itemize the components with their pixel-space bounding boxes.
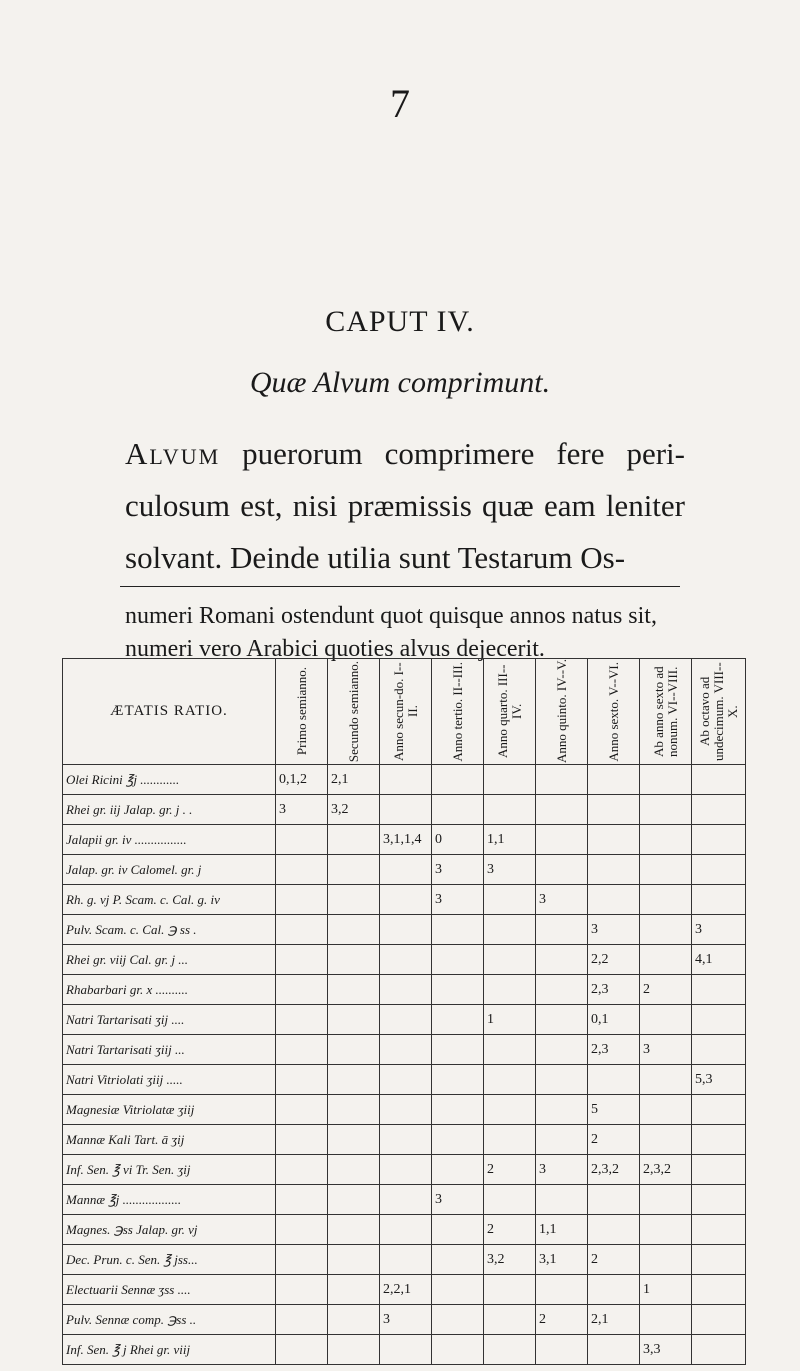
evacuation-count-cell [640,1065,692,1095]
prescription-cell: Rhei gr. iij Jalap. gr. j . . [63,795,276,825]
prescription-cell: Dec. Prun. c. Sen. ℥ jss... [63,1245,276,1275]
table-header-row [63,659,746,765]
evacuation-count-cell [536,825,588,855]
evacuation-count-cell: 2 [640,975,692,1005]
evacuation-count-cell [328,855,380,885]
column-header [484,659,536,765]
column-header-label: Ab anno sexto ad nonum. VI--VIII. [650,666,680,757]
evacuation-count-cell: 1,1 [484,825,536,855]
table-row [63,1215,746,1245]
evacuation-count-cell [692,1185,746,1215]
evacuation-count-cell [640,1125,692,1155]
evacuation-count-cell [276,1305,328,1335]
evacuation-count-cell [432,975,484,1005]
evacuation-count-cell [328,885,380,915]
evacuation-count-cell [588,825,640,855]
table-row [63,1305,746,1335]
column-header [692,659,746,765]
evacuation-count-cell [484,1065,536,1095]
prescription-cell: Electuarii Sennæ ʒss .... [63,1275,276,1305]
evacuation-count-cell [692,1155,746,1185]
evacuation-count-cell [640,1215,692,1245]
evacuation-count-cell [536,1335,588,1365]
evacuation-count-cell [536,1005,588,1035]
evacuation-count-cell [640,1185,692,1215]
column-header [380,659,432,765]
evacuation-count-cell [276,855,328,885]
evacuation-count-cell [432,765,484,795]
evacuation-count-cell [276,1335,328,1365]
evacuation-count-cell [484,1185,536,1215]
evacuation-count-cell [328,825,380,855]
evacuation-count-cell [380,1185,432,1215]
column-header-label: Secundo semianno. [345,660,361,763]
evacuation-count-cell: 2,1 [328,765,380,795]
evacuation-count-cell [484,1275,536,1305]
evacuation-count-cell: 1,1 [536,1215,588,1245]
evacuation-count-cell [640,945,692,975]
evacuation-count-cell [692,1335,746,1365]
evacuation-count-cell [276,1155,328,1185]
evacuation-count-cell [640,1305,692,1335]
table-row [63,915,746,945]
evacuation-count-cell: 2,3 [588,1035,640,1065]
evacuation-count-cell: 3 [380,1305,432,1335]
table-header-label: ÆTATIS RATIO. [63,659,276,765]
column-header [328,659,380,765]
table-row [63,1155,746,1185]
table-row [63,1035,746,1065]
evacuation-count-cell [588,1215,640,1245]
table-row [63,1005,746,1035]
evacuation-count-cell [328,1275,380,1305]
evacuation-count-cell: 4,1 [692,945,746,975]
evacuation-count-cell: 2,1 [588,1305,640,1335]
evacuation-count-cell [380,975,432,1005]
evacuation-count-cell [380,1245,432,1275]
evacuation-count-cell [484,915,536,945]
evacuation-count-cell [484,1095,536,1125]
evacuation-count-cell [640,825,692,855]
evacuation-count-cell: 3 [536,1155,588,1185]
evacuation-count-cell: 3 [432,885,484,915]
evacuation-count-cell [640,885,692,915]
evacuation-count-cell [536,1125,588,1155]
evacuation-count-cell [640,915,692,945]
evacuation-count-cell [484,945,536,975]
evacuation-count-cell: 2,3 [588,975,640,1005]
evacuation-count-cell [380,885,432,915]
chapter-title: CAPUT IV. [325,305,475,338]
evacuation-count-cell: 3,3 [640,1335,692,1365]
column-header-label: Anno quarto. III--IV. [494,664,524,759]
evacuation-count-cell [380,1215,432,1245]
evacuation-count-cell [484,975,536,1005]
evacuation-count-cell [328,915,380,945]
page-number: 7 [390,81,410,126]
evacuation-count-cell [536,795,588,825]
evacuation-count-cell: 2 [484,1215,536,1245]
evacuation-count-cell [640,855,692,885]
evacuation-count-cell [432,1125,484,1155]
evacuation-count-cell [432,915,484,945]
prescription-cell: Pulv. Sennæ comp. ℈ss .. [63,1305,276,1335]
evacuation-count-cell: 0 [432,825,484,855]
evacuation-count-cell [484,1305,536,1335]
evacuation-count-cell [692,1035,746,1065]
evacuation-count-cell [692,1275,746,1305]
evacuation-count-cell [588,765,640,795]
evacuation-count-cell: 1 [640,1275,692,1305]
evacuation-count-cell [328,1065,380,1095]
evacuation-count-cell [536,975,588,1005]
evacuation-count-cell [380,915,432,945]
evacuation-count-cell: 0,1 [588,1005,640,1035]
evacuation-count-cell [276,1095,328,1125]
evacuation-count-cell [640,1245,692,1275]
evacuation-count-cell [640,1005,692,1035]
prescription-cell: Olei Ricini ℥j ............ [63,765,276,795]
evacuation-count-cell: 3 [588,915,640,945]
evacuation-count-cell [276,1245,328,1275]
table-row [63,1245,746,1275]
evacuation-count-cell [432,1065,484,1095]
evacuation-count-cell [328,975,380,1005]
prescription-cell: Natri Tartarisati ʒij .... [63,1005,276,1035]
evacuation-count-cell [640,1095,692,1125]
evacuation-count-cell: 0,1,2 [276,765,328,795]
evacuation-count-cell: 2 [484,1155,536,1185]
prescription-cell: Jalapii gr. iv ................ [63,825,276,855]
prescription-cell: Rhei gr. viij Cal. gr. j ... [63,945,276,975]
prescription-cell: Magnesiæ Vitriolatæ ʒiij [63,1095,276,1125]
column-header [536,659,588,765]
evacuation-count-cell [484,1035,536,1065]
lead-word: Alvum [125,436,221,471]
evacuation-count-cell [692,1215,746,1245]
prescription-cell: Inf. Sen. ℥ j Rhei gr. viij [63,1335,276,1365]
evacuation-count-cell: 3 [484,855,536,885]
evacuation-count-cell [380,1335,432,1365]
evacuation-count-cell [484,795,536,825]
evacuation-count-cell [432,1245,484,1275]
evacuation-count-cell [380,1065,432,1095]
evacuation-count-cell: 3 [276,795,328,825]
evacuation-count-cell [588,795,640,825]
column-header [276,659,328,765]
evacuation-count-cell [692,855,746,885]
evacuation-count-cell: 2,3,2 [588,1155,640,1185]
prescription-cell: Magnes. ℈ss Jalap. gr. vj [63,1215,276,1245]
evacuation-count-cell [380,1035,432,1065]
evacuation-count-cell [328,1035,380,1065]
evacuation-count-cell [484,1125,536,1155]
footnote-text: numeri Romani ostendunt quot quisque annos natus sit, numeri vero Arabici quoties alvus dejecerit. [125,603,657,662]
column-header [432,659,484,765]
evacuation-count-cell: 3 [640,1035,692,1065]
evacuation-count-cell [484,885,536,915]
evacuation-count-cell: 3,2 [484,1245,536,1275]
body-paragraph [125,428,685,584]
table-row [63,1185,746,1215]
table-row [63,945,746,975]
evacuation-count-cell [276,915,328,945]
prescription-cell: Jalap. gr. iv Calomel. gr. j [63,855,276,885]
evacuation-count-cell [328,1095,380,1125]
table-row [63,1125,746,1155]
section-subtitle: Quæ Alvum comprimunt. [249,366,551,399]
evacuation-count-cell: 2,3,2 [640,1155,692,1185]
evacuation-count-cell [328,1305,380,1335]
evacuation-count-cell [328,1185,380,1215]
evacuation-count-cell [692,1125,746,1155]
evacuation-count-cell [432,1095,484,1125]
evacuation-count-cell: 5 [588,1095,640,1125]
evacuation-count-cell [536,1185,588,1215]
evacuation-count-cell: 3,2 [328,795,380,825]
evacuation-count-cell [276,1275,328,1305]
evacuation-count-cell [380,1125,432,1155]
prescription-cell: Natri Vitriolati ʒiij ..... [63,1065,276,1095]
prescription-cell: Pulv. Scam. c. Cal. ℈ ss . [63,915,276,945]
prescription-cell: Rhabarbari gr. x .......... [63,975,276,1005]
evacuation-count-cell [640,765,692,795]
table-body [63,765,746,1365]
column-header-label: Primo semianno. [293,667,309,756]
evacuation-count-cell [380,765,432,795]
table-row [63,1095,746,1125]
evacuation-count-cell [536,1095,588,1125]
prescription-cell: Inf. Sen. ℥ vi Tr. Sen. ʒij [63,1155,276,1185]
evacuation-count-cell: 2 [588,1245,640,1275]
evacuation-count-cell [328,1245,380,1275]
table-row [63,885,746,915]
evacuation-count-cell [588,1275,640,1305]
column-header [588,659,640,765]
evacuation-count-cell [432,1155,484,1185]
table-row [63,795,746,825]
table-row [63,1065,746,1095]
evacuation-count-cell [380,1005,432,1035]
evacuation-count-cell [588,855,640,885]
evacuation-count-cell: 2,2,1 [380,1275,432,1305]
evacuation-count-cell [380,795,432,825]
evacuation-count-cell [640,795,692,825]
evacuation-count-cell [432,795,484,825]
evacuation-count-cell [692,1005,746,1035]
evacuation-count-cell [588,885,640,915]
prescription-cell: Natri Tartarisati ʒiij ... [63,1035,276,1065]
table-row [63,1275,746,1305]
evacuation-count-cell [692,885,746,915]
body-text: puerorum comprimere fere peri-culosum est, nisi præmissis quæ eam leniter solvant. Deinde utilia sunt Testarum Os- [125,436,685,575]
table-row [63,825,746,855]
evacuation-count-cell [276,1035,328,1065]
evacuation-count-cell [588,1185,640,1215]
evacuation-count-cell [536,1275,588,1305]
evacuation-count-cell [276,1215,328,1245]
evacuation-count-cell [536,855,588,885]
evacuation-count-cell [276,825,328,855]
evacuation-count-cell [536,945,588,975]
footnote-rule [120,586,680,587]
evacuation-count-cell [692,1245,746,1275]
evacuation-count-cell [380,1155,432,1185]
evacuation-count-cell [328,1335,380,1365]
evacuation-count-cell [380,1095,432,1125]
evacuation-count-cell [432,1035,484,1065]
evacuation-count-cell [380,855,432,885]
evacuation-count-cell [432,1215,484,1245]
evacuation-count-cell: 5,3 [692,1065,746,1095]
evacuation-count-cell [276,1125,328,1155]
evacuation-count-cell [692,1305,746,1335]
evacuation-count-cell [692,765,746,795]
evacuation-count-cell [328,1125,380,1155]
evacuation-count-cell: 1 [484,1005,536,1035]
column-header-label: Anno tertio. II--III. [449,661,465,762]
prescription-cell: Rh. g. vj P. Scam. c. Cal. g. iv [63,885,276,915]
evacuation-count-cell [484,765,536,795]
evacuation-count-cell [276,975,328,1005]
evacuation-count-cell [328,1155,380,1185]
evacuation-count-cell [692,795,746,825]
column-header-label: Anno sexto. V--VI. [605,661,621,762]
evacuation-count-cell [484,1335,536,1365]
evacuation-count-cell: 2 [536,1305,588,1335]
evacuation-count-cell [328,945,380,975]
evacuation-count-cell [276,1005,328,1035]
evacuation-count-cell: 3,1,1,4 [380,825,432,855]
evacuation-count-cell: 3 [692,915,746,945]
evacuation-count-cell [588,1335,640,1365]
dosage-table [62,658,746,1365]
evacuation-count-cell [692,825,746,855]
prescription-cell: Mannæ Kali Tart. ā ʒij [63,1125,276,1155]
evacuation-count-cell [432,945,484,975]
column-header-label: Ab octavo ad undecimum. VIII--X. [696,662,740,761]
evacuation-count-cell [536,915,588,945]
evacuation-count-cell [588,1065,640,1095]
evacuation-count-cell: 3 [536,885,588,915]
evacuation-count-cell [692,975,746,1005]
evacuation-count-cell [692,1095,746,1125]
column-header-label: Anno secun-do. I--II. [390,662,420,761]
evacuation-count-cell [432,1275,484,1305]
prescription-cell: Mannæ ℥j .................. [63,1185,276,1215]
evacuation-count-cell [536,765,588,795]
evacuation-count-cell [432,1335,484,1365]
evacuation-count-cell: 3 [432,1185,484,1215]
evacuation-count-cell [432,1305,484,1335]
evacuation-count-cell [328,1215,380,1245]
evacuation-count-cell [276,945,328,975]
evacuation-count-cell [380,945,432,975]
table-row [63,855,746,885]
evacuation-count-cell [276,1185,328,1215]
evacuation-count-cell: 3,1 [536,1245,588,1275]
evacuation-count-cell [276,1065,328,1095]
evacuation-count-cell [536,1065,588,1095]
table-row [63,975,746,1005]
column-header-label: Anno quinto. IV--V. [553,659,569,764]
evacuation-count-cell: 2 [588,1125,640,1155]
evacuation-count-cell: 3 [432,855,484,885]
evacuation-count-cell [276,885,328,915]
evacuation-count-cell: 2,2 [588,945,640,975]
table-row [63,1335,746,1365]
table-row [63,765,746,795]
column-header [640,659,692,765]
evacuation-count-cell [328,1005,380,1035]
evacuation-count-cell [536,1035,588,1065]
evacuation-count-cell [432,1005,484,1035]
